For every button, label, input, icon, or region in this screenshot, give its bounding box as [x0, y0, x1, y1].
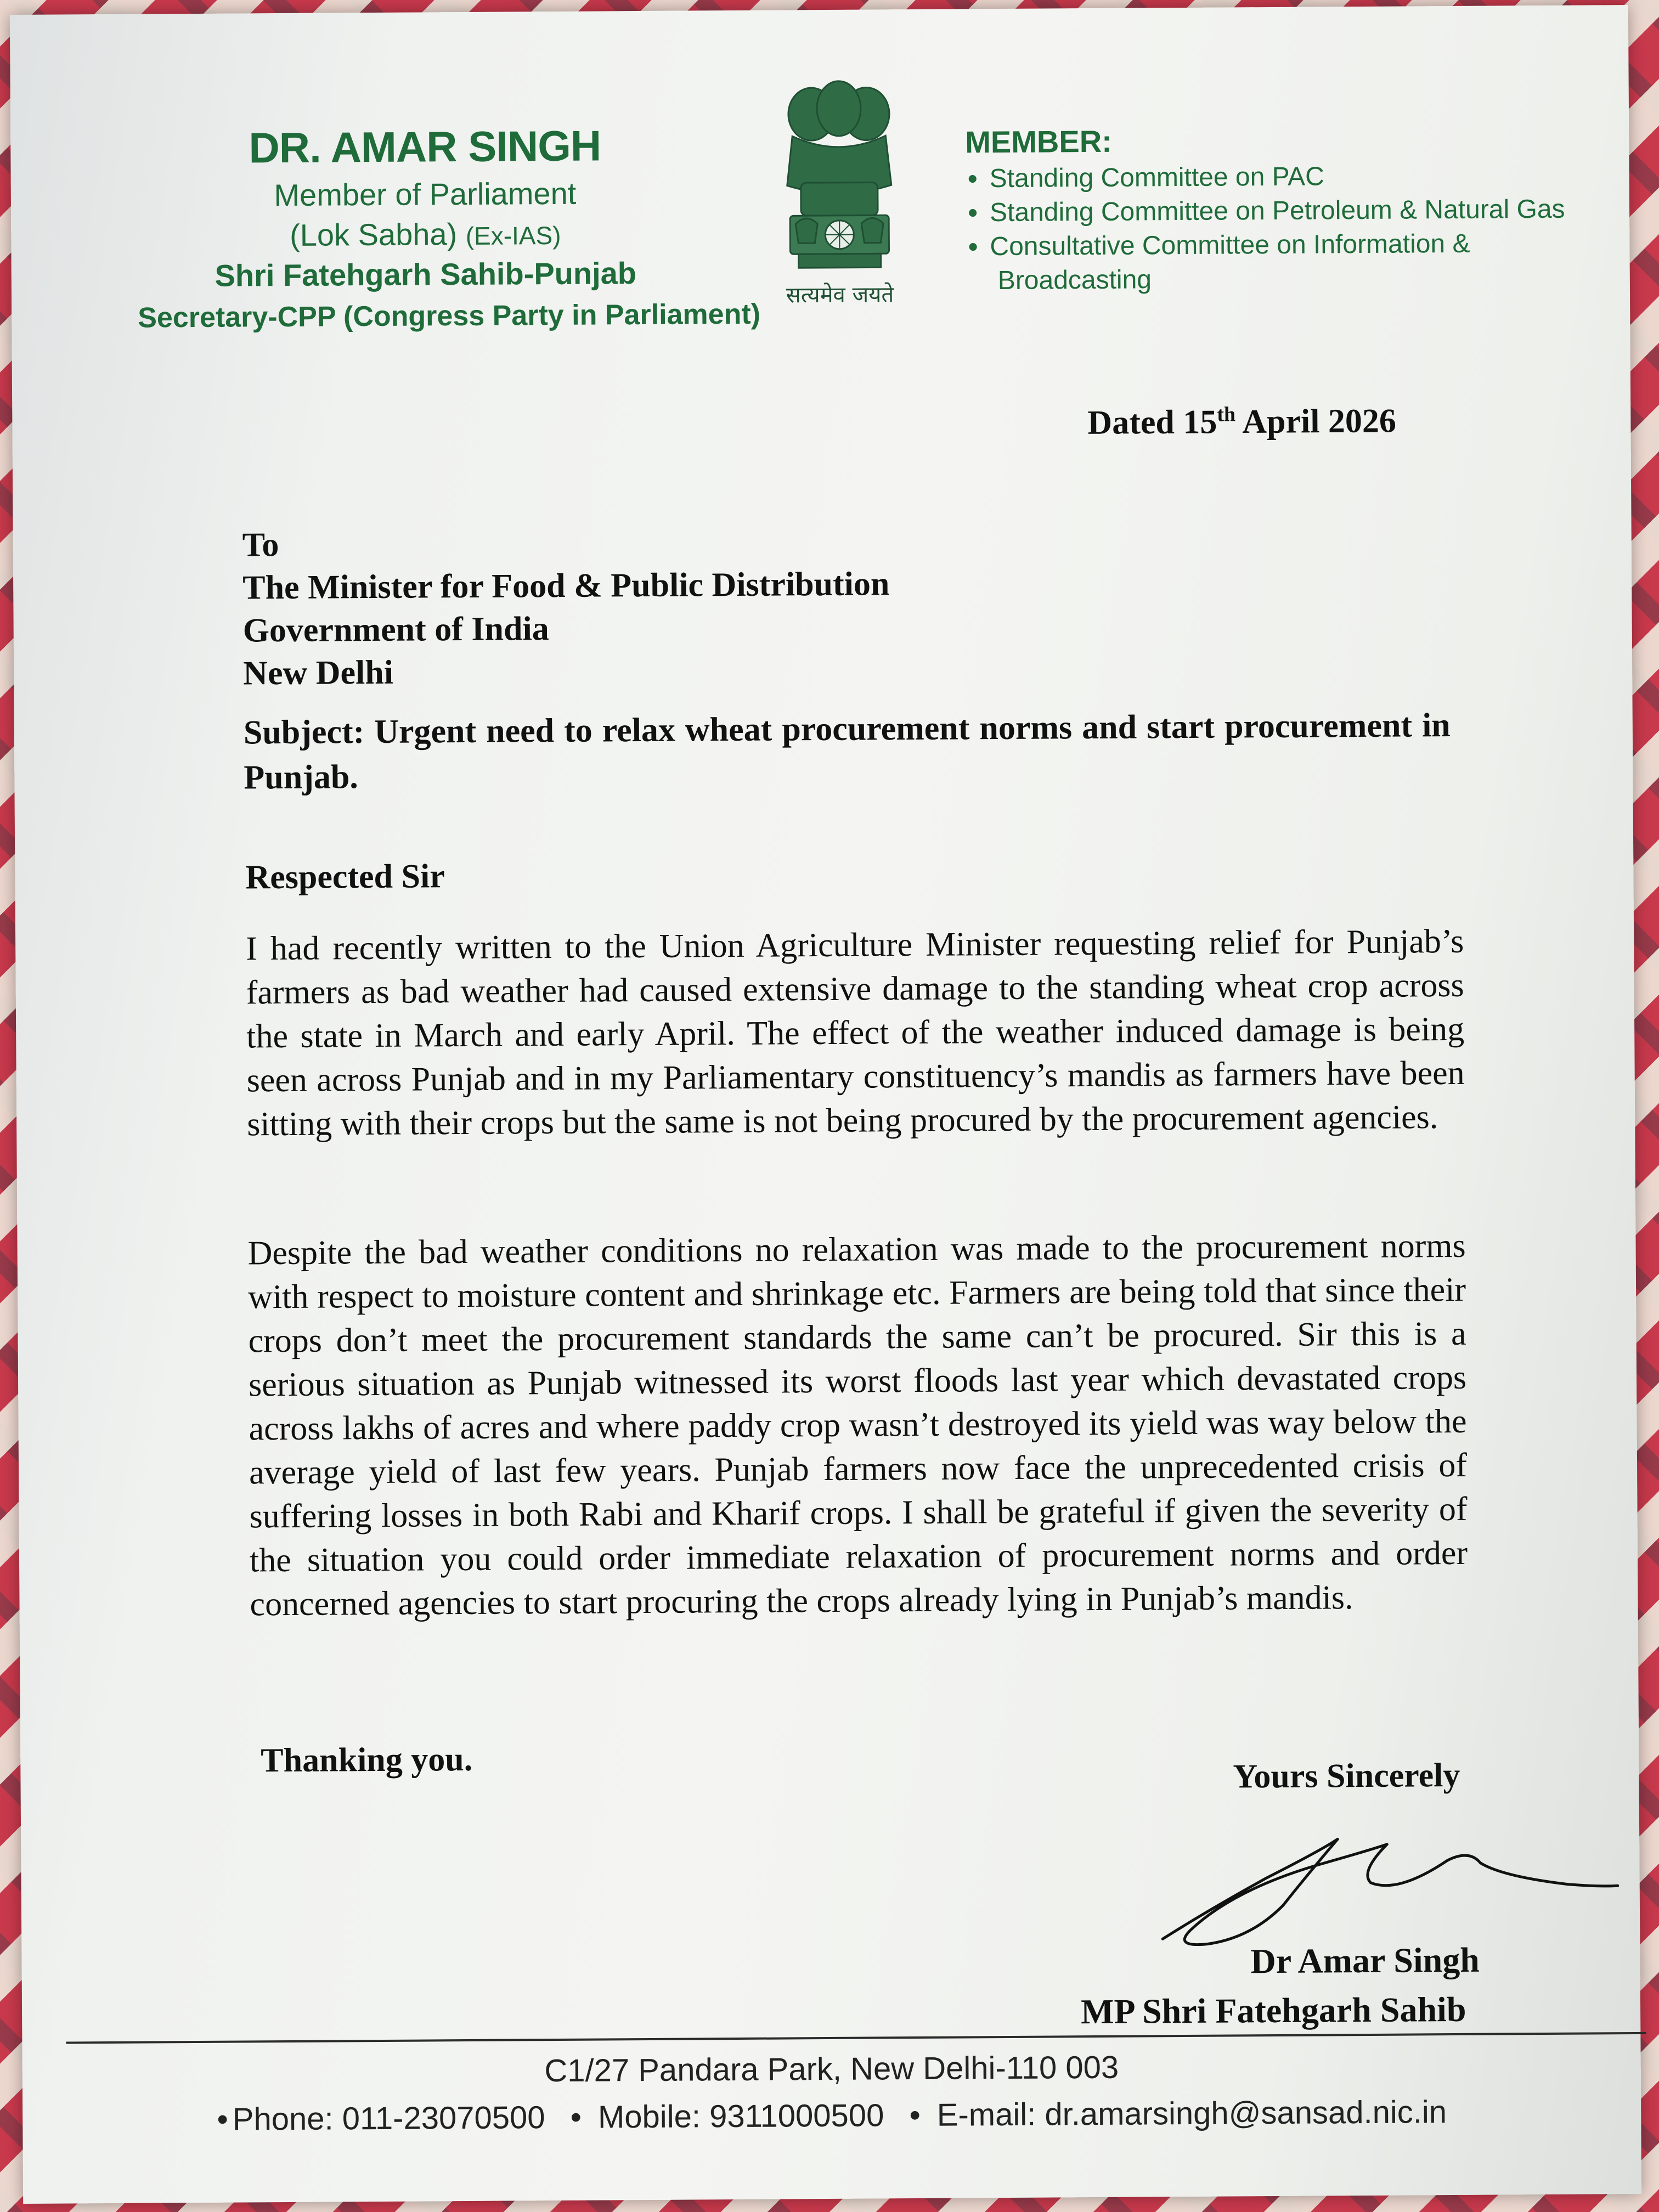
- handwritten-signature: [1140, 1810, 1624, 1955]
- footer-email: E-mail: dr.amarsingh@sansad.nic.in: [936, 2094, 1447, 2133]
- letterhead-constituency: Shri Fatehgarh Sahib-Punjab: [215, 256, 637, 293]
- signatory-name: Dr Amar Singh: [1250, 1940, 1480, 1981]
- date-prefix: Dated 15: [1087, 403, 1217, 442]
- recipient-line: The Minister for Food & Public Distribution: [242, 565, 890, 607]
- membership-item: • Standing Committee on PAC: [966, 158, 1624, 196]
- letterhead-house-main: (Lok Sabha): [289, 217, 458, 252]
- salutation: Respected Sir: [245, 857, 445, 896]
- signatory-title: MP Shri Fatehgarh Sahib: [1080, 1989, 1466, 2032]
- subject-line: Subject: Urgent need to relax wheat procurement norms and start procurement in Punjab.: [243, 707, 1451, 797]
- letterhead-house: [137, 215, 713, 253]
- membership-item: • Standing Committee on Petroleum & Natural Gas: [966, 192, 1624, 230]
- date-month-year: April 2026: [1235, 402, 1397, 441]
- emblem-motto: सत्यमेव जयते: [786, 282, 894, 308]
- letterhead-identity: [137, 120, 761, 334]
- footer-phone: Phone: 011-23070500: [232, 2100, 545, 2137]
- footer-contact: [22, 2092, 1641, 2139]
- letterhead-memberships: [965, 120, 1624, 298]
- membership-item-continuation: Broadcasting: [997, 265, 1152, 296]
- closing-thanks: Thanking you.: [261, 1740, 473, 1780]
- letterhead-secretary: Secretary-CPP (Congress Party in Parliament): [138, 298, 761, 334]
- bullet-icon: •: [217, 2101, 228, 2137]
- body-paragraph-1: I had recently written to the Union Agriculture Minister requesting relief for Punjab’s farmers as bad weather had caused extensive damage to the standing wheat crop across the state in March and early April. The effect of the weather induced damage is being seen across Punjab and in my Parliamentary constituency’s mandis as farmers have been sitting with their crops but the same is not being procured by the procurement agencies.: [246, 922, 1465, 1143]
- letterhead-designation: Member of Parliament: [274, 176, 577, 213]
- recipient-address: [242, 520, 890, 695]
- letter-page: [10, 5, 1641, 2204]
- membership-title: MEMBER:: [965, 123, 1113, 160]
- letterhead-name: DR. AMAR SINGH: [249, 121, 601, 172]
- membership-list: [966, 158, 1624, 264]
- recipient-line: Government of India: [242, 610, 549, 650]
- bullet-icon: •: [909, 2097, 921, 2134]
- body-paragraph-2: Despite the bad weather conditions no relaxation was made to the procurement norms with respect to moisture content and shrinkage etc. Farmers are being told that since their crops don’t meet the procurement standards the same can’t be procured. Sir this is a serious situation as Punjab witnessed its worst floods last year which devastated crops across lakhs of acres and where paddy crop wasn’t destroyed its yield was way below the average yield of last few years. Punjab farmers now face the unprecedented crisis of suffering losses in both Rabi and Kharif crops. I shall be grateful if given the severity of the situation you could order immediate relaxation of procurement norms and order concerned agencies to start procuring the crops already lying in Punjab’s mandis.: [247, 1227, 1468, 1623]
- membership-item: • Consultative Committee on Information &: [966, 226, 1624, 264]
- date-suffix-sup: th: [1217, 403, 1236, 426]
- footer-divider: [66, 2032, 1646, 2044]
- national-emblem-icon: [768, 75, 912, 307]
- letterhead-house-small: (Ex-IAS): [465, 221, 561, 250]
- to-label: To: [242, 526, 279, 564]
- recipient-line: New Delhi: [242, 653, 394, 692]
- footer-mobile: Mobile: 9311000500: [597, 2097, 884, 2135]
- sign-off: Yours Sincerely: [1233, 1756, 1460, 1796]
- letter-date: [1087, 402, 1396, 443]
- bullet-icon: •: [570, 2099, 582, 2135]
- footer-address: C1/27 Pandara Park, New Delhi-110 003: [544, 2049, 1119, 2089]
